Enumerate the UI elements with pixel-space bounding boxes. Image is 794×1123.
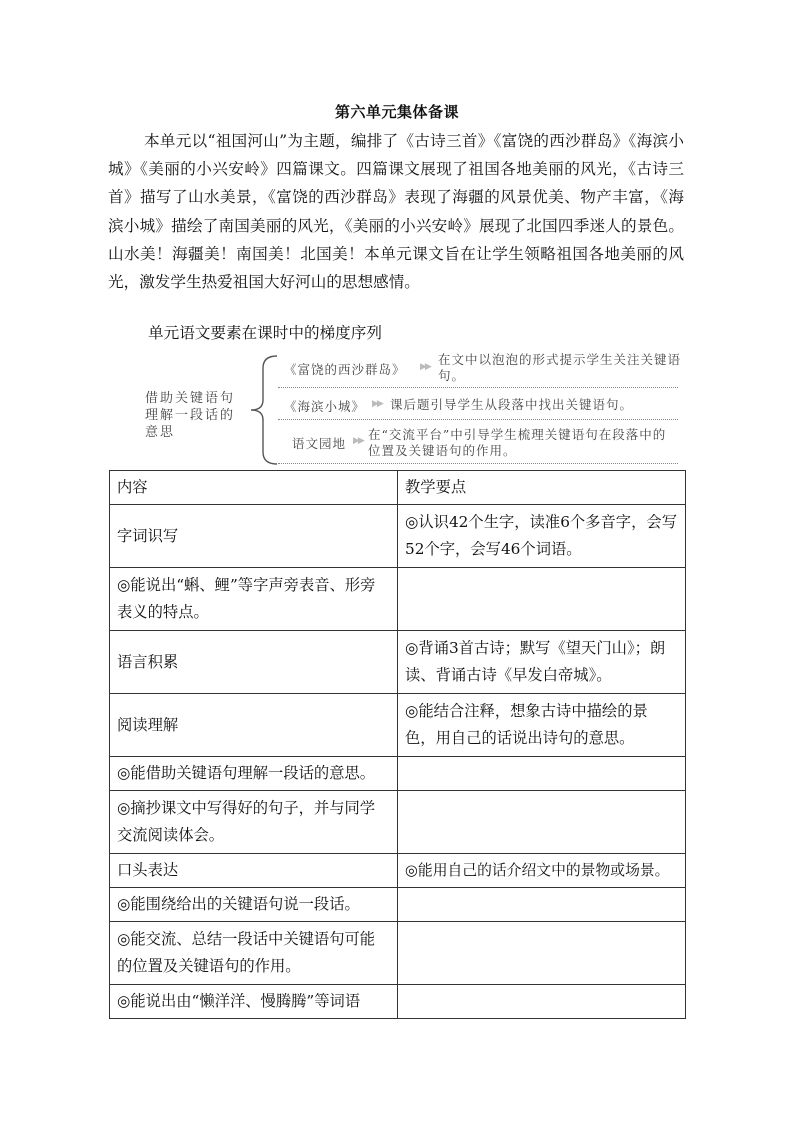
table-row	[110, 854, 686, 888]
table-row	[110, 985, 686, 1019]
table-row	[110, 568, 686, 631]
diagram-row-desc: 课后题引导学生从段落中找出关键语句。	[390, 397, 634, 412]
diagram-left-label: 借助关键语句理解一段话的意思	[145, 391, 236, 440]
table-cell: ◎能交流、总结一段话中关键语句可能的位置及关键语句的作用。	[110, 922, 398, 985]
teaching-plan-table	[109, 470, 686, 1019]
table-row	[110, 631, 686, 694]
table-row	[110, 791, 686, 854]
table-cell: 字词识写	[110, 505, 398, 568]
table-cell: ◎能围绕给出的关键语句说一段话。	[110, 888, 398, 922]
table-cell	[398, 888, 686, 922]
table-header-cell: 教学要点	[398, 471, 686, 505]
diagram-row-lesson: 《富饶的西沙群岛》	[284, 362, 406, 377]
table-cell: ◎能用自己的话介绍文中的景物或场景。	[398, 854, 686, 888]
table-cell: 口头表达	[110, 854, 398, 888]
table-row	[110, 694, 686, 757]
table-cell: ◎摘抄课文中写得好的句子，并与同学交流阅读体会。	[110, 791, 398, 854]
section-subtitle: 单元语文要素在课时中的梯度序列	[148, 324, 382, 342]
table-cell: 语言积累	[110, 631, 398, 694]
gradient-sequence-diagram	[145, 346, 685, 470]
diagram-row-2	[278, 389, 678, 420]
table-cell: ◎能借助关键语句理解一段话的意思。	[110, 757, 398, 791]
diagram-row-lesson: 语文园地	[292, 436, 347, 451]
table-cell: ◎背诵3首古诗；默写《望天门山》；朗读、背诵古诗《早发白帝城》。	[398, 631, 686, 694]
arrow-icon: ▶▶	[420, 362, 430, 372]
document-title: 第六单元集体备课	[334, 103, 459, 121]
table-cell: ◎能说出“蝌、鲤”等字声旁表音、形旁表义的特点。	[110, 568, 398, 631]
arrow-icon: ▶▶	[353, 436, 363, 446]
table-row	[110, 505, 686, 568]
table-row	[110, 757, 686, 791]
intro-paragraph: 本单元以“祖国河山”为主题，编排了《古诗三首》《富饶的西沙群岛》《海滨小城》《美丽的小兴安岭》四篇课文。四篇课文展现了祖国各地美丽的风光，《古诗三首》描写了山水美景，《富饶的西沙群岛》表现了海疆的风景优美、物产丰富，《海滨小城》描绘了南国美丽的风光，《美丽的小兴安岭》展现了北国四季迷人的景色。山水美！海疆美！南国美！北国美！本单元课文旨在让学生领略祖国各地美丽的风光，激发学生热爱祖国大好河山的思想感情。	[108, 132, 684, 292]
diagram-row-1	[278, 349, 682, 388]
table-cell: 阅读理解	[110, 694, 398, 757]
diagram-row-desc: 在“交流平台”中引导学生梳理关键语句在段落中的位置及关键语句的作用。	[368, 427, 667, 458]
table-row	[110, 922, 686, 985]
diagram-row-3	[278, 422, 678, 464]
table-cell: ◎能说出由“懒洋洋、慢腾腾”等词语	[110, 985, 398, 1019]
diagram-row-lesson: 《海滨小城》	[284, 399, 366, 414]
table-cell	[398, 757, 686, 791]
table-cell	[398, 791, 686, 854]
table-header-row	[110, 471, 686, 505]
table-cell	[398, 922, 686, 985]
table-cell	[398, 985, 686, 1019]
diagram-row-desc: 在文中以泡泡的形式提示学生关注关键语句。	[438, 352, 682, 383]
table-cell	[398, 568, 686, 631]
left-brace-icon	[247, 354, 281, 466]
arrow-icon: ▶▶	[372, 399, 382, 409]
table-row	[110, 888, 686, 922]
table-cell: ◎能结合注释，想象古诗中描绘的景色，用自己的话说出诗句的意思。	[398, 694, 686, 757]
table-header-cell: 内容	[110, 471, 398, 505]
table-cell: ◎认识42个生字，读准6个多音字，会写52个字，会写46个词语。	[398, 505, 686, 568]
